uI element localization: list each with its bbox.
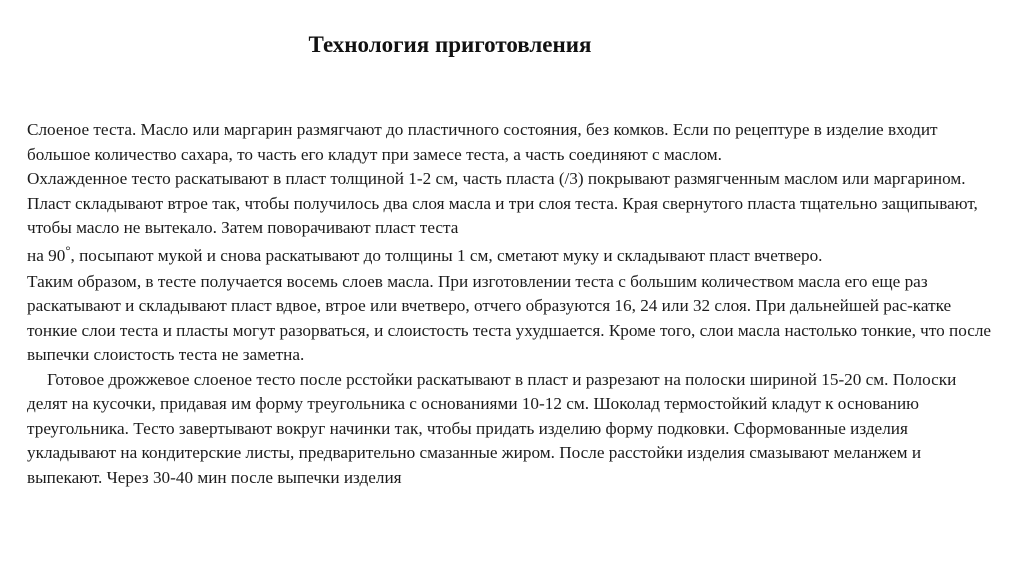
rotation-text-before: на 90 [27, 245, 66, 265]
slide-title [0, 30, 900, 60]
rotation-text-after: , посыпают мукой и снова раскатывают до толщины 1 см, сметают муку и складывают пласт вчетверо. [70, 245, 823, 265]
paragraph-intro: Слоеное теста. Масло или маргарин размягчают до пластичного состояния, без комков. Если по рецептуре в изделие входит большое количество сахара, то часть его кладут при замесе теста, а часть соединяют с маслом. [27, 120, 938, 164]
degree-symbol: ° [65, 241, 71, 257]
paragraph-rotation [27, 241, 999, 270]
paragraph-rolling: Охлажденное тесто раскатывают в пласт толщиной 1-2 см, часть пласта (/3) покрывают размягченным маслом или маргарином. Пласт складывают втрое так, чтобы получилось два слоя масла и три слоя теста. Края свернутого пласта тщательно защипывают, чтобы масло не вытекало. Затем поворачивают пласт теста [27, 169, 978, 237]
paragraph-yeast-dough: Готовое дрожжевое слоеное тесто после рсстойки раскатывают в пласт и разрезают на полоски шириной 15-20 см. Полоски делят на кусочки, придавая им форму треугольника с основаниями 10-12 см. Шоколад термостойкий кладут к основанию треугольника. Тесто завертывают вокруг начинки так, чтобы придать изделию форму подковки. Сформованные изделия укладывают на кондитерские листы, предварительно смазанные жиром. После расстойки изделия смазывают меланжем и выпекают. Через 30-40 мин после выпечки изделия [27, 369, 957, 487]
paragraph-layers: Таким образом, в тесте получается восемь слоев масла. При изготовлении теста с большим количеством масла его еще раз раскатывают и складывают пласт вдвое, втрое или вчетверо, отчего образуются 16, 24 или 32 слоя. При дальнейшей рас-катке тонкие слои теста и пласты могут разорваться, и слоистость теста ухудшается. Кроме того, слои масла настолько тонкие, что после выпечки слоистость теста не заметна. [27, 271, 992, 364]
slide-title-text: Технология приготовления [308, 32, 592, 57]
slide-body [27, 118, 999, 490]
